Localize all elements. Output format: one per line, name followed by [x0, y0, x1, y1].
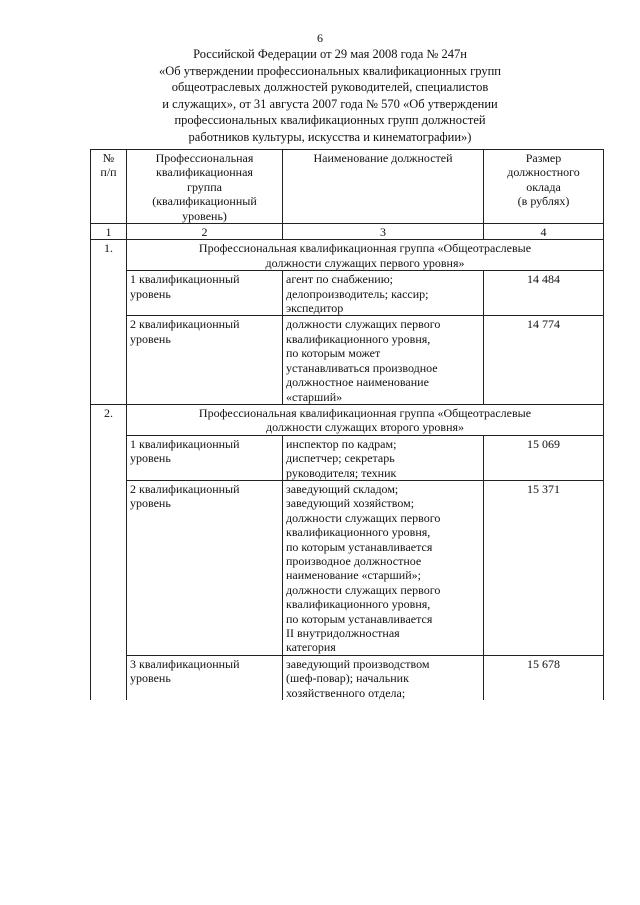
group-number: 1. [91, 240, 127, 404]
header-line: Наименование должностей [313, 151, 453, 165]
qualification-level [127, 480, 283, 655]
position-line: квалификационного уровня, [286, 597, 431, 612]
table-row [91, 435, 604, 480]
position-line: заведующий хозяйством; [286, 496, 415, 511]
group-title-row [91, 404, 604, 435]
position-line: инспектор по кадрам; [286, 436, 397, 451]
position-line: производное должностное [286, 553, 422, 568]
qualification-level [127, 435, 283, 480]
level-line: уровень [130, 331, 171, 346]
intro-line: профессиональных квалификационных групп должностей [174, 113, 486, 128]
position-line: устанавливаться производное [286, 360, 438, 375]
header-line: Профессиональная [155, 151, 254, 165]
positions-cell [283, 271, 484, 316]
header-group [127, 150, 283, 224]
position-line: экспедитор [286, 301, 344, 316]
group-title-row [91, 240, 604, 271]
position-line: (шеф-повар); начальник [286, 671, 409, 686]
qualification-level [127, 316, 283, 404]
table-row [91, 316, 604, 404]
header-line: Размер [525, 151, 562, 165]
positions-cell [283, 435, 484, 480]
position-line: хозяйственного отдела; [286, 685, 406, 700]
header-salary [484, 150, 604, 224]
header-line: п/п [100, 165, 117, 180]
header-line: (квалификационный [152, 194, 257, 209]
position-line: II внутридолжностная [286, 626, 400, 640]
header-line: должностного [507, 165, 580, 180]
position-line: делопроизводитель; кассир; [286, 286, 429, 301]
position-line: должностное наименование [286, 375, 429, 390]
level-line: 3 квалификационный [130, 656, 240, 671]
header-line: уровень) [182, 208, 227, 223]
header-number [91, 150, 127, 224]
level-line: уровень [130, 286, 171, 301]
positions-cell [283, 480, 484, 655]
position-line: по которым устанавливается [286, 611, 433, 626]
position-line: заведующий складом; [286, 481, 399, 496]
level-line: уровень [130, 496, 171, 511]
position-line: диспетчер; секретарь [286, 451, 395, 466]
positions-cell [283, 655, 484, 700]
position-line: должности служащих первого [286, 317, 441, 332]
salary-table [90, 149, 604, 700]
level-line: 2 квалификационный [130, 317, 240, 332]
qualification-level [127, 271, 283, 316]
column-number: 4 [484, 224, 604, 240]
group-title-line: должности служащих второго уровня» [265, 420, 465, 435]
position-line: руководителя; техник [286, 465, 397, 480]
level-line: уровень [130, 671, 171, 686]
header-line: № [102, 151, 115, 165]
position-line: заведующий производством [286, 656, 430, 671]
group-title [127, 404, 604, 435]
intro-text [130, 46, 530, 146]
header-line: квалификационная [156, 165, 253, 180]
intro-line: и служащих», от 31 августа 2007 года № 570 «Об утверждении [162, 96, 498, 111]
header-positions [283, 150, 484, 224]
position-line: должности служащих первого [286, 582, 441, 597]
page-number: 6 [317, 31, 323, 45]
group-title [127, 240, 604, 271]
positions-cell [283, 316, 484, 404]
group-title-line: Профессиональная квалификационная группа «Общеотраслевые [198, 241, 532, 256]
salary-value: 15 069 [484, 435, 604, 480]
intro-line: Российской Федерации от 29 мая 2008 года № 247н [193, 47, 467, 61]
position-line: по которым может [286, 346, 381, 361]
column-number: 3 [283, 224, 484, 240]
group-title-line: должности служащих первого уровня» [265, 255, 465, 270]
header-line: оклада [526, 179, 561, 194]
salary-value: 15 371 [484, 480, 604, 655]
position-line: должности служащих первого [286, 510, 441, 525]
salary-value: 14 484 [484, 271, 604, 316]
header-line: (в рублях) [517, 194, 570, 209]
group-title-line: Профессиональная квалификационная группа «Общеотраслевые [198, 405, 532, 420]
level-line: 2 квалификационный [130, 481, 240, 496]
position-line: по которым устанавливается [286, 539, 433, 554]
column-number: 2 [127, 224, 283, 240]
position-line: квалификационного уровня, [286, 525, 431, 540]
level-line: уровень [130, 451, 171, 466]
group-number: 2. [91, 404, 127, 700]
table-row [91, 271, 604, 316]
column-number: 1 [91, 224, 127, 240]
table-header-row [91, 150, 604, 224]
level-line: 1 квалификационный [130, 272, 240, 287]
table-row [91, 655, 604, 700]
salary-value: 15 678 [484, 655, 604, 700]
intro-line: общеотраслевых должностей руководителей, специалистов [171, 80, 489, 95]
position-line: квалификационного уровня, [286, 331, 431, 346]
level-line: 1 квалификационный [130, 436, 240, 451]
position-line: агент по снабжению; [286, 272, 393, 287]
header-line: группа [187, 179, 222, 194]
position-line: категория [286, 640, 336, 655]
intro-line: «Об утверждении профессиональных квалификационных групп [158, 63, 501, 78]
intro-line: работников культуры, искусства и кинематографии») [188, 129, 472, 144]
column-number-row [91, 224, 604, 240]
salary-value: 14 774 [484, 316, 604, 404]
position-line: наименование «старший»; [286, 568, 421, 583]
table-row [91, 480, 604, 655]
position-line: «старший» [286, 389, 343, 404]
qualification-level [127, 655, 283, 700]
